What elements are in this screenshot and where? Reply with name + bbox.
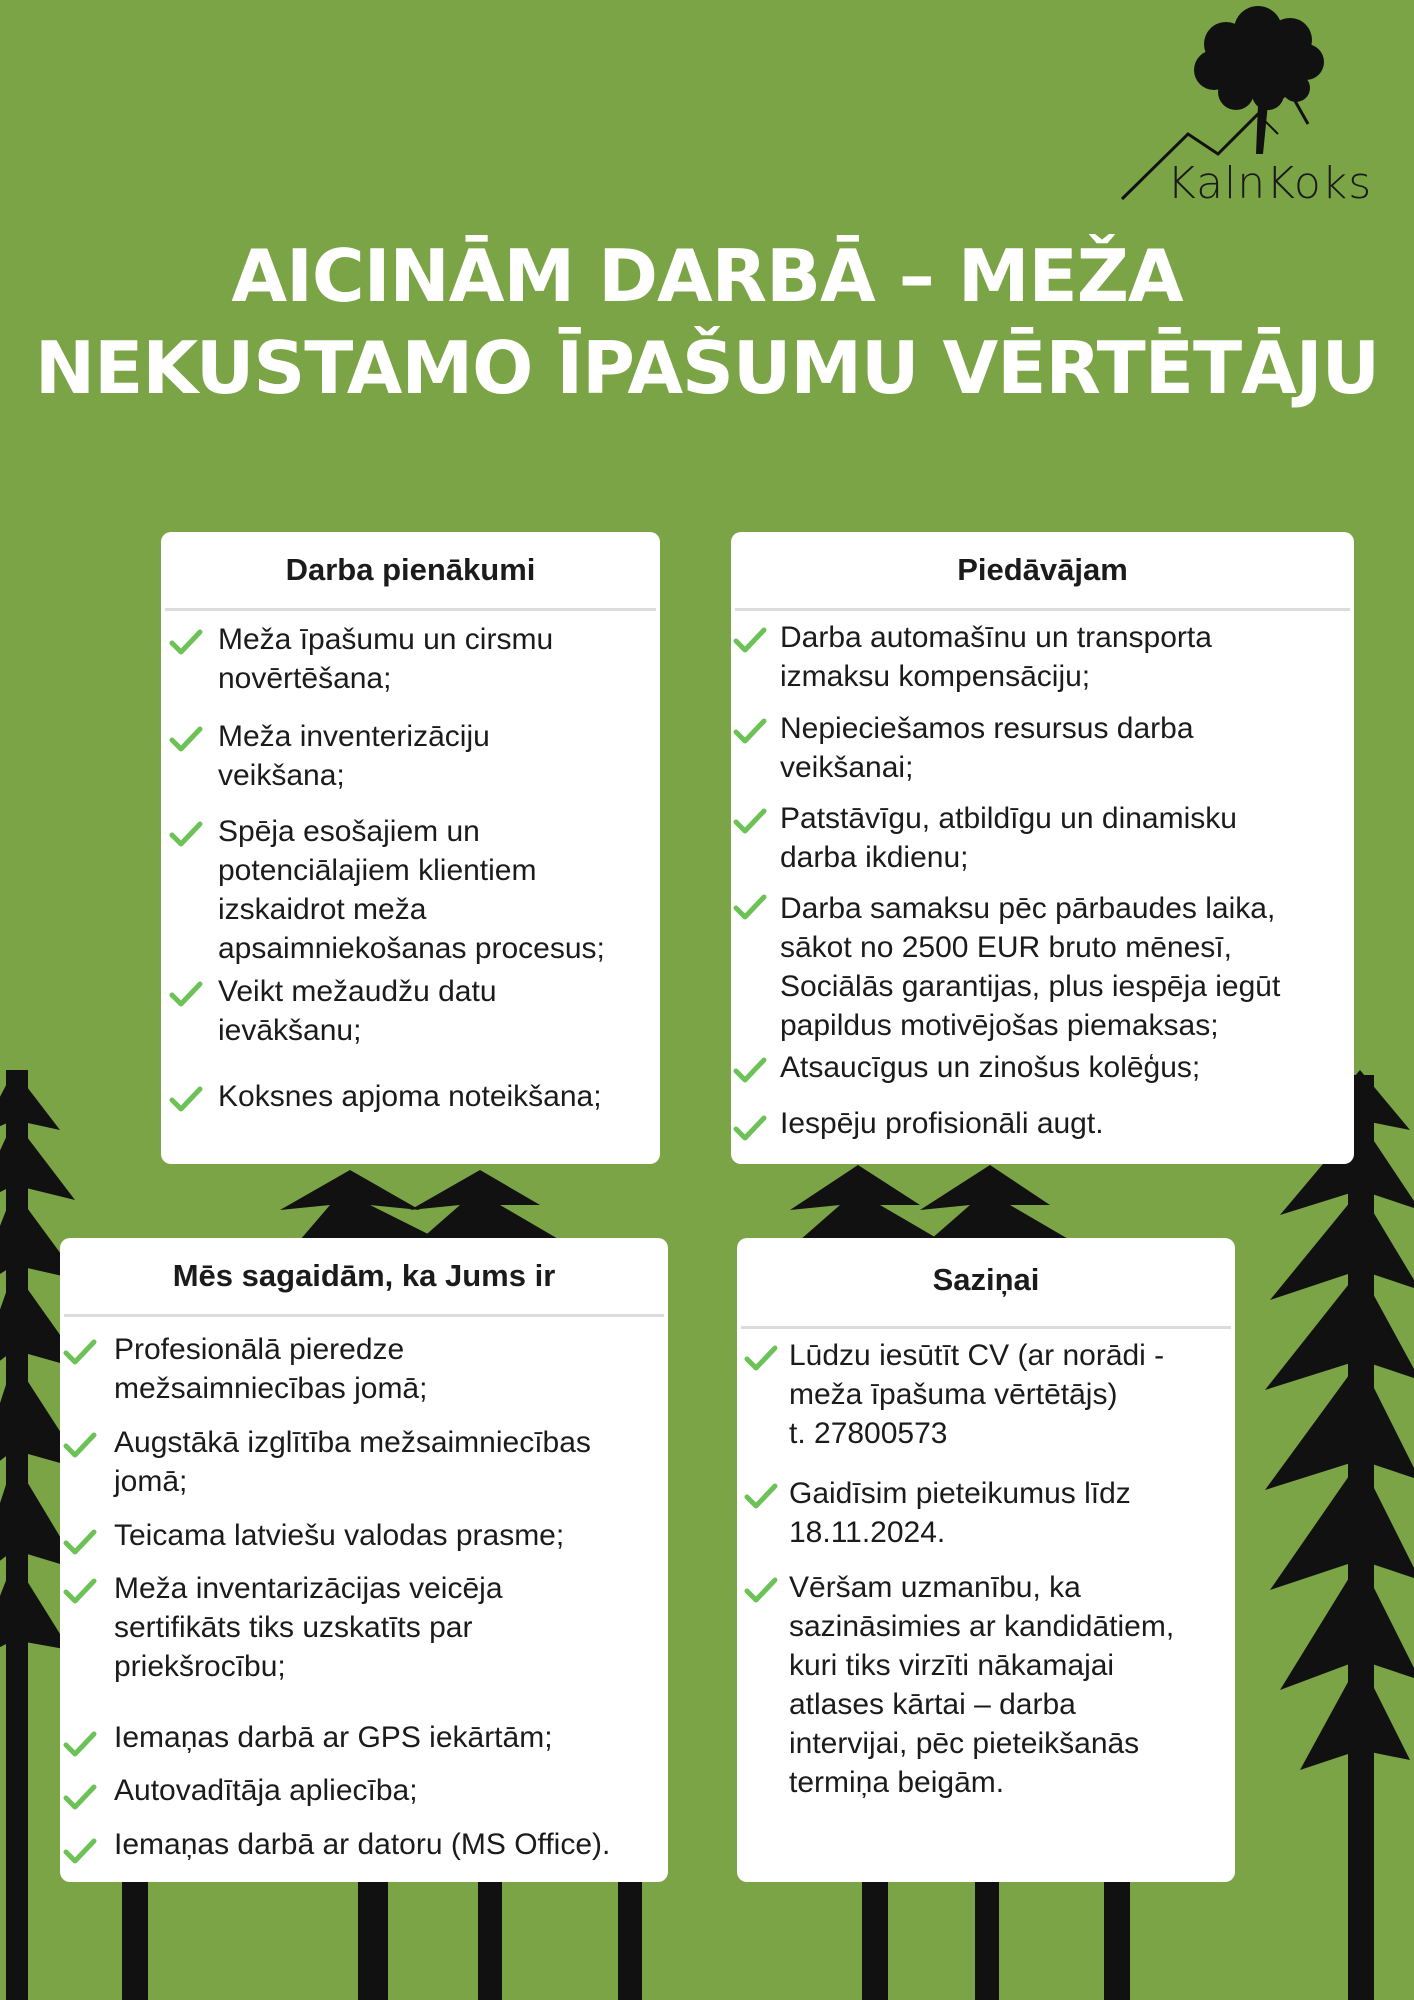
- brand-name: KalnKoks: [1167, 158, 1373, 209]
- checkmark-icon: [169, 980, 203, 1008]
- list-item-text: Iemaņas darbā ar datoru (MS Office).: [114, 1828, 611, 1861]
- list-item-text: Augstākā izglītība mežsaimniecības jomā;: [114, 1426, 591, 1498]
- list-item-text: Veikt mežaudžu datu ievākšanu;: [218, 975, 497, 1047]
- contact-list: [737, 1238, 1235, 1882]
- list-item-text: Spēja esošajiem un potenciālajiem klientiem izskaidrot meža apsaimniekošanas procesus;: [218, 815, 605, 965]
- offer-list: [731, 532, 1354, 1164]
- checkmark-icon: [744, 1344, 778, 1372]
- requirements-list: [60, 1238, 668, 1882]
- checkmark-icon: [744, 1576, 778, 1604]
- list-item-text: Profesionālā pieredze mežsaimniecības jomā;: [114, 1333, 428, 1405]
- duties-list: [161, 532, 660, 1164]
- offer-title: Piedāvājam: [957, 552, 1128, 587]
- checkmark-icon: [744, 1482, 778, 1510]
- list-item-text: Koksnes apjoma noteikšana;: [218, 1080, 602, 1113]
- title-line-2: NEKUSTAMO ĪPAŠUMU VĒRTĒTĀJU: [34, 326, 1380, 410]
- checkmark-icon: [63, 1730, 97, 1758]
- checkmark-icon: [63, 1577, 97, 1605]
- checkmark-icon: [733, 626, 767, 654]
- list-item-text: Meža inventarizācijas veicēja sertifikāts tiks uzskatīts par priekšrocību;: [114, 1572, 503, 1683]
- checkmark-icon: [63, 1431, 97, 1459]
- list-item-text: Meža inventerizāciju veikšana;: [218, 720, 490, 792]
- checkmark-icon: [169, 820, 203, 848]
- checkmark-icon: [733, 1114, 767, 1142]
- list-item-text: Teicama latviešu valodas prasme;: [114, 1519, 565, 1552]
- list-item-text: Lūdzu iesūtīt CV (ar norādi - meža īpašuma vērtētājs) t. 27800573: [789, 1339, 1165, 1450]
- list-item-text: Nepieciešamos resursus darba veikšanai;: [780, 712, 1194, 784]
- checkmark-icon: [63, 1338, 97, 1366]
- page-title: [0, 230, 1414, 414]
- list-item-text: Darba automašīnu un transporta izmaksu kompensāciju;: [780, 621, 1212, 693]
- duties-title: Darba pienākumi: [285, 552, 536, 587]
- checkmark-icon: [63, 1837, 97, 1865]
- checkmark-icon: [169, 628, 203, 656]
- requirements-card: [60, 1238, 668, 1882]
- checkmark-icon: [169, 725, 203, 753]
- title-line-1: AICINĀM DARBĀ – MEŽA: [231, 234, 1183, 318]
- checkmark-icon: [169, 1085, 203, 1113]
- contact-card: [737, 1238, 1235, 1882]
- contact-title: Saziņai: [932, 1262, 1040, 1297]
- requirements-title: Mēs sagaidām, ka Jums ir: [172, 1258, 556, 1293]
- checkmark-icon: [63, 1528, 97, 1556]
- checkmark-icon: [733, 807, 767, 835]
- offer-card: [731, 532, 1354, 1164]
- list-item-text: Gaidīsim pieteikumus līdz 18.11.2024.: [789, 1477, 1131, 1549]
- list-item-text: Atsaucīgus un zinošus kolēģus;: [780, 1051, 1201, 1084]
- checkmark-icon: [63, 1783, 97, 1811]
- checkmark-icon: [733, 893, 767, 921]
- list-item-text: Autovadītāja apliecība;: [114, 1774, 418, 1807]
- duties-card: [161, 532, 660, 1164]
- checkmark-icon: [733, 1056, 767, 1084]
- list-item-text: Patstāvīgu, atbildīgu un dinamisku darba ikdienu;: [780, 802, 1237, 874]
- list-item-text: Darba samaksu pēc pārbaudes laika, sākot no 2500 EUR bruto mēnesī, Sociālās garantijas, plus iespēja iegūt papildus motivējošas piemaksas;: [780, 892, 1281, 1042]
- list-item-text: Iespēju profisionāli augt.: [780, 1107, 1104, 1140]
- checkmark-icon: [733, 717, 767, 745]
- list-item-text: Meža īpašumu un cirsmu novērtēšana;: [218, 623, 554, 695]
- list-item-text: Vēršam uzmanību, ka sazināsimies ar kandidātiem, kuri tiks virzīti nākamajai atlases kārtai – darba intervijai, pēc pieteikšanās termiņa beigām.: [789, 1571, 1175, 1799]
- list-item-text: Iemaņas darbā ar GPS iekārtām;: [114, 1721, 553, 1754]
